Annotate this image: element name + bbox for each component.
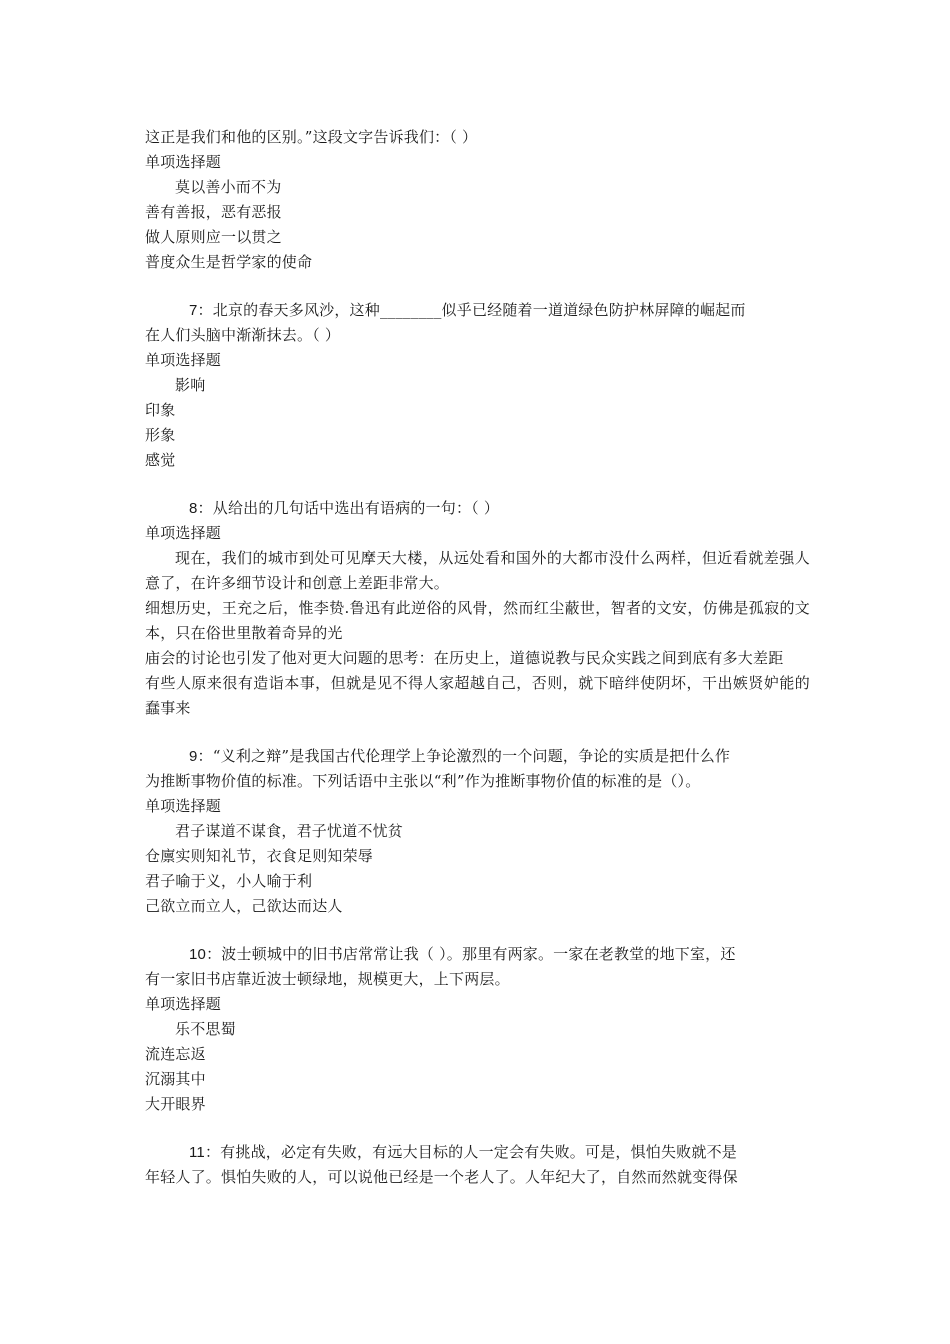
question-type: 单项选择题 (145, 797, 222, 815)
question-stem-continued: 在人们头脑中渐渐抹去。（ ） (145, 326, 341, 344)
question-type: 单项选择题 (145, 351, 222, 369)
question-8 (145, 496, 810, 721)
option-b: 印象 (145, 401, 176, 419)
question-9 (145, 744, 810, 919)
question-stem: 这正是我们和他的区别。”这段文字告诉我们：（ ） (145, 128, 478, 146)
question-stem-continued: 为推断事物价值的标准。下列话语中主张以“利”作为推断事物价值的标准的是（）。 (145, 772, 701, 790)
question-stem: 10：波士顿城中的旧书店常常让我（ ）。那里有两家。一家在老教堂的地下室，还 (189, 945, 736, 963)
question-number: 9： (189, 748, 213, 765)
question-number: 7： (189, 302, 213, 319)
option-a: 乐不思蜀 (175, 1020, 236, 1038)
question-stem: 11：有挑战，必定有失败，有远大目标的人一定会有失败。可是，惧怕失败就不是 (189, 1143, 737, 1161)
question-type: 单项选择题 (145, 995, 222, 1013)
question-number: 11： (189, 1144, 221, 1161)
option-c: 庙会的讨论也引发了他对更大问题的思考：在历史上，道德说教与民众实践之间到底有多大差距 (145, 649, 784, 667)
option-c: 形象 (145, 426, 176, 444)
question-stem: 7：北京的春天多风沙，这种________似乎已经随着一道道绿色防护林屏障的崛起而 (189, 301, 746, 319)
question-number: 8： (189, 500, 213, 517)
question-7 (145, 298, 810, 473)
option-c: 沉溺其中 (145, 1070, 206, 1088)
option-a: 影响 (175, 376, 206, 394)
question-type: 单项选择题 (145, 524, 222, 542)
option-b: 细想历史，王充之后，惟李贽.鲁迅有此逆俗的风骨，然而红尘蔽世，智者的文安，仿佛是孤寂的文本，只在俗世里散着奇异的光 (145, 599, 810, 642)
option-a: 君子谋道不谋食，君子忧道不忧贫 (175, 822, 404, 840)
question-11 (145, 1140, 810, 1190)
question-stem-continued: 年轻人了。惧怕失败的人，可以说他已经是一个老人了。人年纪大了，自然而然就变得保 (145, 1168, 738, 1186)
question-stem: 9：“义利之辩”是我国古代伦理学上争论激烈的一个问题，争论的实质是把什么作 (189, 747, 731, 765)
option-c: 君子喻于义，小人喻于利 (145, 872, 313, 890)
option-b: 善有善报，恶有恶报 (145, 203, 282, 221)
option-c: 做人原则应一以贯之 (145, 228, 282, 246)
question-6 (145, 125, 810, 275)
option-d: 普度众生是哲学家的使命 (145, 253, 313, 271)
option-d: 大开眼界 (145, 1095, 206, 1113)
option-d: 己欲立而立人，己欲达而达人 (145, 897, 343, 915)
document-body (145, 125, 810, 1190)
option-b: 流连忘返 (145, 1045, 206, 1063)
option-d: 感觉 (145, 451, 176, 469)
option-a: 现在，我们的城市到处可见摩天大楼，从远处看和国外的大都市没什么两样，但近看就差强人意了，在许多细节设计和创意上差距非常大。 (145, 549, 810, 592)
option-b: 仓廪实则知礼节，衣食足则知荣辱 (145, 847, 374, 865)
question-type: 单项选择题 (145, 153, 222, 171)
option-d: 有些人原来很有造诣本事，但就是见不得人家超越自己，否则，就下暗绊使阴坏，干出嫉贤妒能的蠢事来 (145, 674, 810, 717)
question-stem-continued: 有一家旧书店靠近波士顿绿地，规模更大，上下两层。 (145, 970, 510, 988)
question-10 (145, 942, 810, 1117)
question-stem: 8：从给出的几句话中选出有语病的一句：（ ） (189, 499, 500, 517)
question-number: 10： (189, 946, 222, 963)
option-a: 莫以善小而不为 (175, 178, 282, 196)
